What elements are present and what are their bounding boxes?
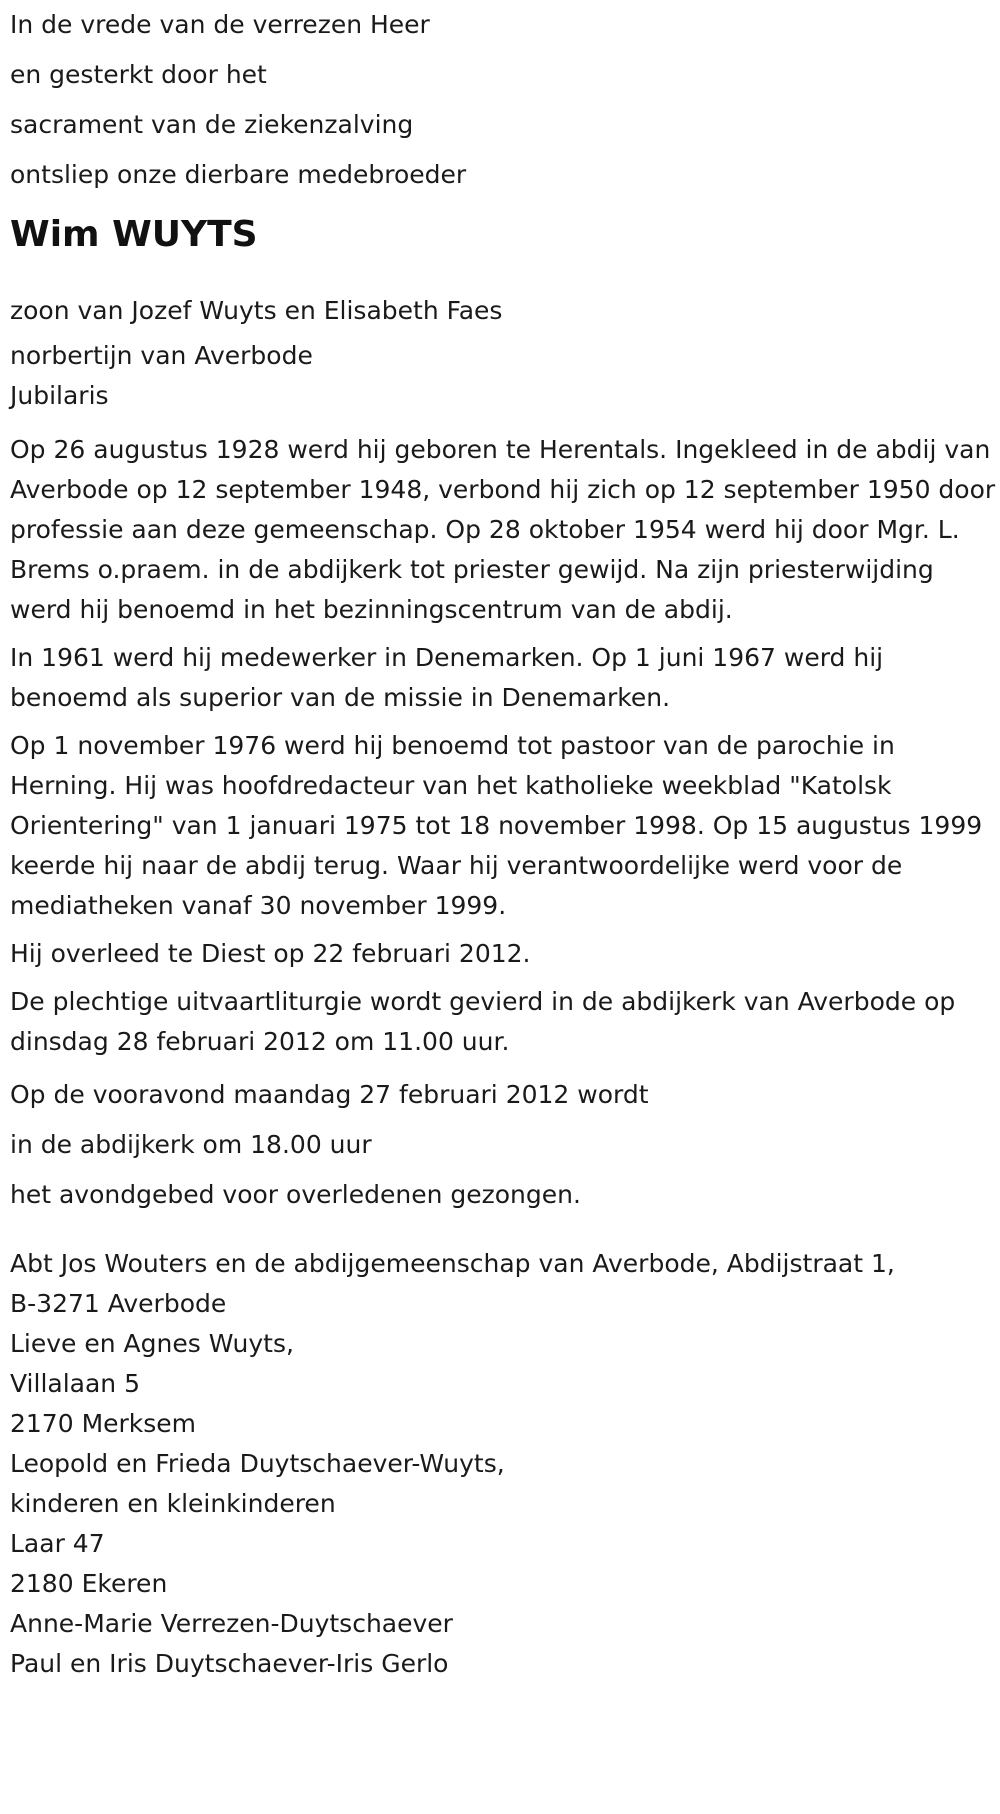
family-line: B-3271 Averbode (10, 1289, 227, 1318)
biography-paragraph: In 1961 werd hij medewerker in Denemarken. Op 1 juni 1967 werd hij benoemd als superior van de missie in Denemarken. (10, 643, 884, 712)
vigil-line: Op de vooravond maandag 27 februari 2012 wordt (10, 1080, 649, 1109)
biography-paragraph: Hij overleed te Diest op 22 februari 2012. (10, 939, 531, 968)
identity-block (10, 286, 990, 416)
parents-line: zoon van Jozef Wuyts en Elisabeth Faes (10, 296, 503, 325)
biography-paragraph: De plechtige uitvaartliturgie wordt gevierd in de abdijkerk van Averbode op dinsdag 28 februari 2012 om 11.00 uur. (10, 987, 956, 1056)
family-line: Leopold en Frieda Duytschaever-Wuyts, (10, 1449, 505, 1478)
family-line: Laar 47 (10, 1529, 105, 1558)
biography (10, 430, 996, 1062)
deceased-name: Wim WUYTS (10, 214, 258, 255)
biography-paragraph: Op 26 augustus 1928 werd hij geboren te Herentals. Ingekleed in de abdij van Averbode op 12 september 1948, verbond hij zich op 12 september 1950 door professie aan deze gemeenschap. Op 28 oktober 1954 werd hij door Mgr. L. Brems o.praem. in de abdijkerk tot priester gewijd. Na zijn priesterwijding werd hij benoemd in het bezinningscentrum van de abdij. (10, 435, 996, 624)
family-line: Paul en Iris Duytschaever-Iris Gerlo (10, 1649, 449, 1678)
family-line: Villalaan 5 (10, 1369, 140, 1398)
family-line: Lieve en Agnes Wuyts, (10, 1329, 294, 1358)
status-line: Jubilaris (10, 381, 109, 410)
family-line: Anne-Marie Verrezen-Duytschaever (10, 1609, 453, 1638)
opening-verse (10, 0, 990, 200)
order-line: norbertijn van Averbode (10, 341, 313, 370)
opening-line: In de vrede van de verrezen Heer (10, 10, 430, 39)
family-line: Abt Jos Wouters en de abdijgemeenschap van Averbode, Abdijstraat 1, (10, 1249, 895, 1278)
biography-paragraph: Op 1 november 1976 werd hij benoemd tot pastoor van de parochie in Herning. Hij was hoofdredacteur van het katholieke weekblad "Katolsk Orientering" van 1 januari 1975 tot 18 november 1998. Op 15 augustus 1999 keerde hij naar de abdij terug. Waar hij verantwoordelijke werd voor de mediatheken vanaf 30 november 1999. (10, 731, 983, 920)
opening-line: en gesterkt door het (10, 60, 267, 89)
opening-line: ontsliep onze dierbare medebroeder (10, 160, 467, 189)
family-line: 2180 Ekeren (10, 1569, 168, 1598)
vigil-line: het avondgebed voor overledenen gezongen. (10, 1180, 581, 1209)
opening-line: sacrament van de ziekenzalving (10, 110, 414, 139)
family-list (10, 1244, 990, 1684)
vigil-notice (10, 1070, 990, 1220)
family-line: kinderen en kleinkinderen (10, 1489, 336, 1518)
vigil-line: in de abdijkerk om 18.00 uur (10, 1130, 372, 1159)
family-line: 2170 Merksem (10, 1409, 197, 1438)
